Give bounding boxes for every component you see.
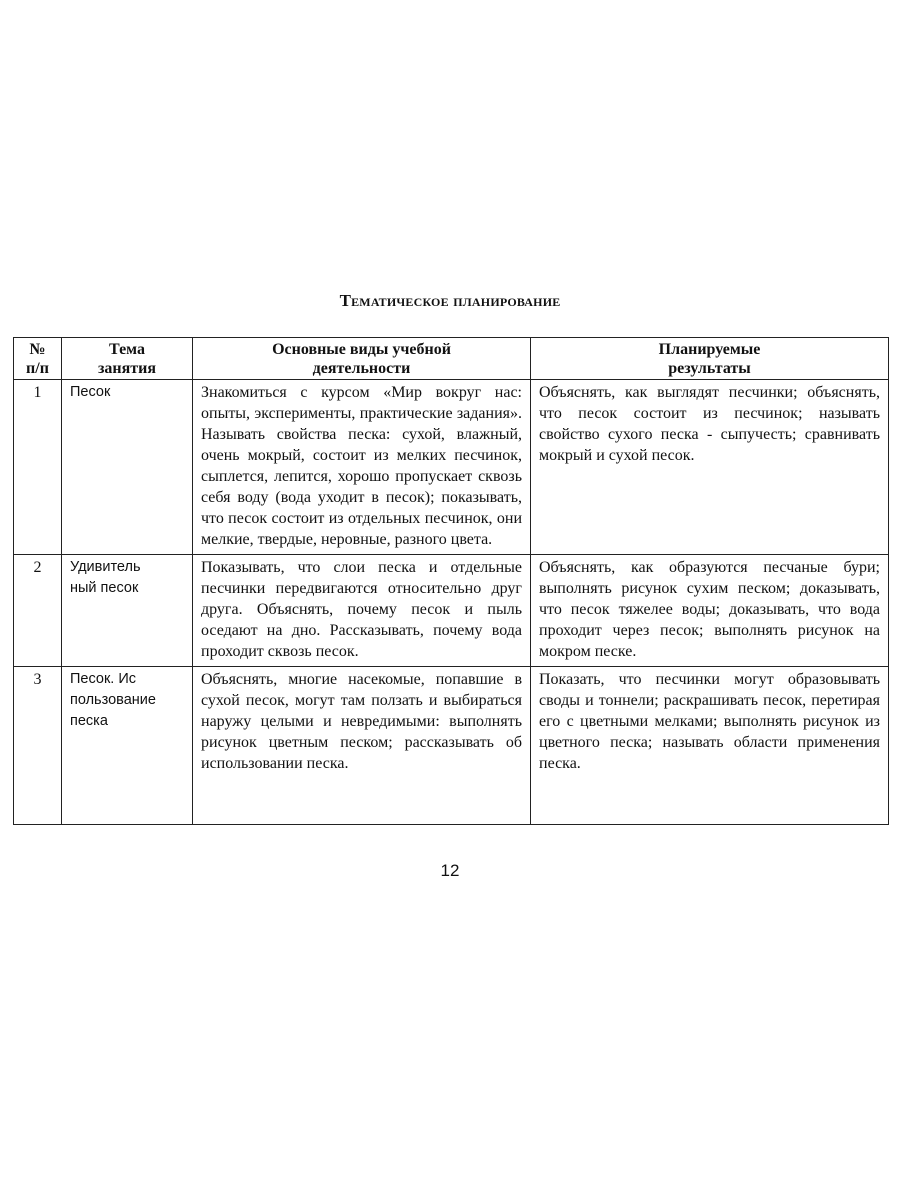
- row-topic: Удивитель ный песок: [62, 555, 193, 667]
- page-number: 12: [440, 861, 460, 880]
- row-activity: Объяснять, многие насекомые, попавшие в сухой песок, могут там ползать и выбираться наружу целыми и невредимыми: выполнять рисунок цветным песком; рассказывать об использовании песка.: [193, 667, 531, 825]
- row-result: Объяснять, как выглядят песчинки; объяснять, что песок состоит из песчинок; называть свойство сухого песка - сыпучесть; сравнивать мокрый и сухой песок.: [531, 380, 889, 555]
- page-title: Тематическое планирование: [339, 291, 561, 310]
- header-activity: Основные виды учебной деятельности: [193, 338, 531, 380]
- row-activity: Показывать, что слои песка и отдельные песчинки передвигаются относительно друг друга. Объяснять, почему песок и пыль оседают на дно. Рассказывать, почему вода проходит сквозь песок.: [193, 555, 531, 667]
- header-topic: Тема занятия: [62, 338, 193, 380]
- table-header-row: [14, 338, 889, 380]
- table-row: [14, 380, 889, 555]
- table-row: [14, 555, 889, 667]
- row-result: Объяснять, как образуются песчаные бури; выполнять рисунок сухим песком; доказывать, что песок тяжелее воды; доказывать, что вода проходит через песок; выполнять рисунок на мокром песке.: [531, 555, 889, 667]
- header-num: № п/п: [14, 338, 62, 380]
- header-result: Планируемые результаты: [531, 338, 889, 380]
- row-result: Показать, что песчинки могут образовывать своды и тоннели; раскрашивать песок, перетирая его с цветными мелками; выполнять рисунок из цветного песка; называть области применения песка.: [531, 667, 889, 825]
- row-topic: Песок. Ис пользование песка: [62, 667, 193, 825]
- row-num: 2: [14, 555, 62, 667]
- row-activity: Знакомиться с курсом «Мир вокруг нас: опыты, эксперименты, практические задания». Называть свойства песка: сухой, влажный, очень мокрый, состоит из мелких песчинок, сыплется, лепится, хорошо пропускает сквозь себя воду (вода уходит в песок); показывать, что песок состоит из отдельных песчинок, они мелкие, твердые, неровные, разного цвета.: [193, 380, 531, 555]
- table-row: [14, 667, 889, 825]
- row-topic: Песок: [62, 380, 193, 555]
- thematic-plan-table: [13, 337, 889, 825]
- row-num: 1: [14, 380, 62, 555]
- row-num: 3: [14, 667, 62, 825]
